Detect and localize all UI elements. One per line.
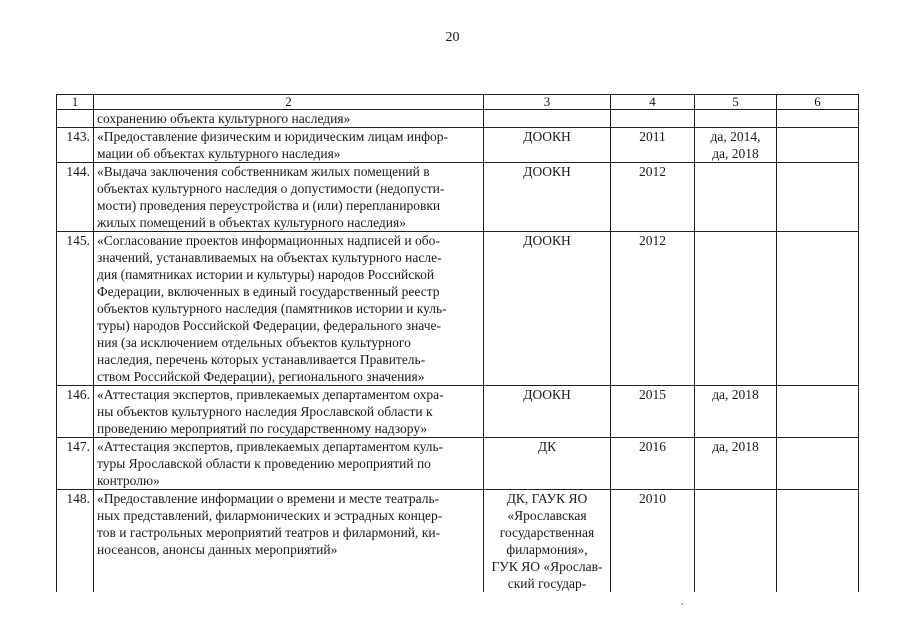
table-row xyxy=(57,386,859,438)
description-line: проведению мероприятий по государственному надзору» xyxy=(97,421,428,436)
column-6-cell xyxy=(777,163,859,232)
year-cell: 2012 xyxy=(611,163,695,232)
revision-line: да, 2014, xyxy=(710,129,761,144)
table-row xyxy=(57,232,859,386)
organization-line: «Ярославская xyxy=(507,508,587,523)
organization-line: ДК xyxy=(537,439,557,454)
continuation-row xyxy=(57,110,859,128)
organization-line: государственная xyxy=(499,525,595,540)
organization-cell xyxy=(484,163,611,232)
revision-cell xyxy=(695,128,777,163)
year-cell: 2015 xyxy=(611,386,695,438)
row-number: 143. xyxy=(57,128,94,163)
row-number xyxy=(57,110,94,128)
description-line: жилых помещений в объектах культурного наследия» xyxy=(97,215,406,230)
description-line: Федерации, включенных в единый государственный реестр xyxy=(97,284,440,299)
column-header: 5 xyxy=(695,95,777,110)
description-line: «Аттестация экспертов, привлекаемых департаментом охра- xyxy=(97,387,444,402)
service-description xyxy=(94,110,484,128)
organization-cell xyxy=(484,490,611,593)
description-line: туры Ярославской области к проведению мероприятий по xyxy=(97,456,431,471)
scan-speck xyxy=(681,603,683,605)
column-6-cell xyxy=(777,128,859,163)
column-header: 2 xyxy=(94,95,484,110)
organization-line: ДООКН xyxy=(523,164,571,179)
service-description xyxy=(94,386,484,438)
revision-line: да, 2018 xyxy=(712,439,759,454)
revision-cell xyxy=(695,386,777,438)
service-description xyxy=(94,438,484,490)
organization-line: ГУК ЯО «Ярослав- xyxy=(491,559,603,574)
revision-cell xyxy=(695,110,777,128)
table-row xyxy=(57,128,859,163)
organization-cell xyxy=(484,110,611,128)
column-header: 6 xyxy=(777,95,859,110)
description-line: объектах культурного наследия о допустимости (недопусти- xyxy=(97,181,445,196)
organization-cell xyxy=(484,438,611,490)
description-line: «Предоставление физическим и юридическим лицам инфор- xyxy=(97,129,448,144)
revision-line: да, 2018 xyxy=(712,146,759,161)
year-cell: 2012 xyxy=(611,232,695,386)
organization-cell xyxy=(484,386,611,438)
description-line: ния (за исключением отдельных объектов культурного xyxy=(97,335,411,350)
year-cell: 2016 xyxy=(611,438,695,490)
column-6-cell xyxy=(777,438,859,490)
description-line: мации об объектах культурного наследия» xyxy=(97,146,341,161)
description-line: ных представлений, филармонических и эстрадных концер- xyxy=(97,508,443,523)
organization-cell xyxy=(484,128,611,163)
table-row xyxy=(57,490,859,593)
revision-cell xyxy=(695,232,777,386)
description-line: ством Российской Федерации), регионального значения» xyxy=(97,369,425,384)
page-number: 20 xyxy=(445,30,460,45)
description-line: «Согласование проектов информационных надписей и обо- xyxy=(97,233,440,248)
table-row xyxy=(57,163,859,232)
column-header: 1 xyxy=(57,95,94,110)
row-number: 145. xyxy=(57,232,94,386)
description-line: ны объектов культурного наследия Ярославской области к xyxy=(97,404,433,419)
description-line: туры) народов Российской Федерации, федерального значе- xyxy=(97,318,442,333)
column-header: 3 xyxy=(484,95,611,110)
description-line: контролю» xyxy=(97,473,160,488)
table-header-row xyxy=(57,95,859,110)
description-line: носеансов, анонсы данных мероприятий» xyxy=(97,542,338,557)
description-line: сохранению объекта культурного наследия» xyxy=(97,111,351,126)
table-body xyxy=(57,128,859,593)
year-cell: 2011 xyxy=(611,128,695,163)
column-6-cell xyxy=(777,232,859,386)
organization-line: ДК, ГАУК ЯО xyxy=(506,491,588,506)
description-line: «Предоставление информации о времени и месте театраль- xyxy=(97,491,440,506)
description-line: значений, устанавливаемых на объектах культурного насле- xyxy=(97,250,442,265)
row-number: 147. xyxy=(57,438,94,490)
service-description xyxy=(94,490,484,593)
organization-line: ДООКН xyxy=(523,233,571,248)
services-table xyxy=(56,94,859,592)
organization-cell xyxy=(484,232,611,386)
year-cell xyxy=(611,110,695,128)
organization-line: ДООКН xyxy=(523,129,571,144)
revision-cell xyxy=(695,163,777,232)
organization-line: ДООКН xyxy=(523,387,571,402)
description-line: «Выдача заключения собственникам жилых помещений в xyxy=(97,164,430,179)
revision-line: да, 2018 xyxy=(712,387,759,402)
service-description xyxy=(94,128,484,163)
description-line: мости) проведения переустройства и (или) перепланировки xyxy=(97,198,441,213)
description-line: «Аттестация экспертов, привлекаемых департаментом куль- xyxy=(97,439,444,454)
revision-cell xyxy=(695,438,777,490)
row-number: 146. xyxy=(57,386,94,438)
description-line: наследия, перечень которых устанавливается Правитель- xyxy=(97,352,426,367)
organization-line: ский государ- xyxy=(507,576,587,591)
row-number: 144. xyxy=(57,163,94,232)
table-row xyxy=(57,438,859,490)
row-number: 148. xyxy=(57,490,94,593)
description-line: дия (памятниках истории и культуры) народов Российской xyxy=(97,267,435,282)
revision-cell xyxy=(695,490,777,593)
column-6-cell xyxy=(777,386,859,438)
description-line: объектов культурного наследия (памятников истории и куль- xyxy=(97,301,447,316)
description-line: тов и гастрольных мероприятий театров и филармоний, ки- xyxy=(97,525,441,540)
column-6-cell xyxy=(777,490,859,593)
organization-line: филармония», xyxy=(506,542,588,557)
column-header: 4 xyxy=(611,95,695,110)
service-description xyxy=(94,232,484,386)
service-description xyxy=(94,163,484,232)
column-6-cell xyxy=(777,110,859,128)
year-cell: 2010 xyxy=(611,490,695,593)
